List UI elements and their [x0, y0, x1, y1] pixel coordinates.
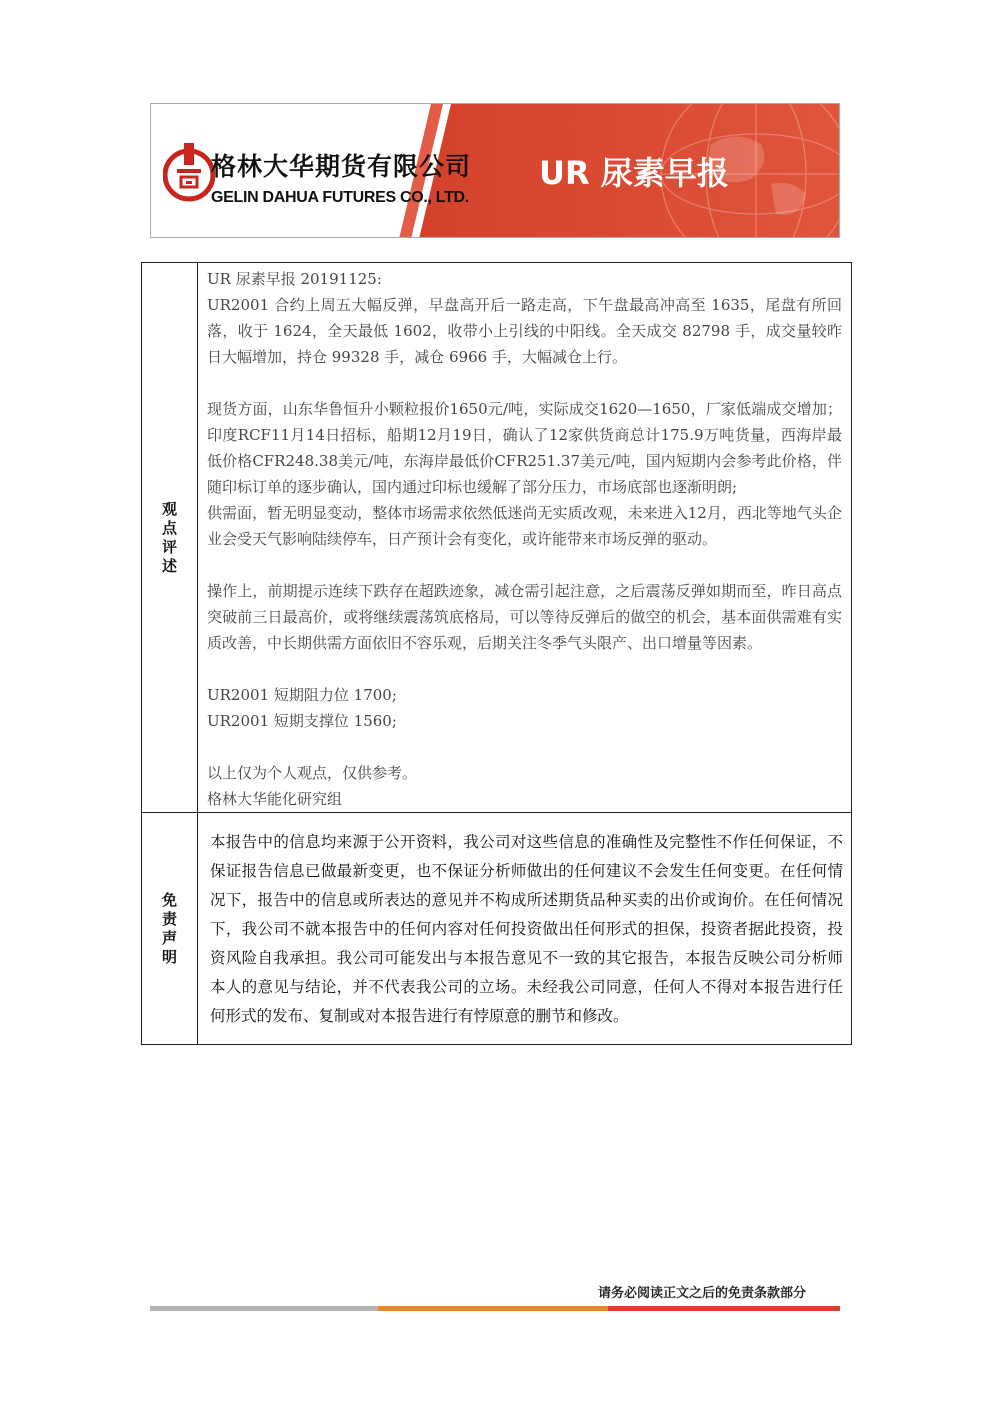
research-group-signature: 格林大华能化研究组	[207, 790, 343, 808]
strategy-paragraph: 操作上，前期提示连续下跌存在超跌迹象，减仓需引起注意，之后震荡反弹如期而至，昨日高点突破前三日最高价，或将继续震荡筑底格局，可以等待反弹后的做空的机会，基本面供需难有实质改善，中长期供需方面依旧不容乐观，后期关注冬季气头限产、出口增量等因素。	[207, 582, 842, 652]
report-table	[141, 262, 852, 1045]
footer-bar-gray	[150, 1306, 378, 1311]
disclaimer-text: 本报告中的信息均来源于公开资料，我公司对这些信息的准确性及完整性不作任何保证，不保证报告信息已做最新变更，也不保证分析师做出的任何建议不会发生任何变更。在任何情况下，报告中的信息或所表达的意见并不构成所述期货品种买卖的出价或询价。在任何情况下，我公司不就本报告中的任何内容对任何投资做出任何形式的担保，投资者据此投资，投资风险自我承担。我公司可能发出与本报告意见不一致的其它报告，本报告反映公司分析师本人的意见与结论，并不代表我公司的立场。未经我公司同意，任何人不得对本报告进行任何形式的发布、复制或对本报告进行有悖原意的删节和修改。	[210, 833, 843, 1025]
disclaimer-row	[142, 813, 852, 1045]
disclaimer-body-cell	[198, 813, 852, 1045]
company-name-cn: 格林大华期货有限公司	[211, 152, 472, 181]
company-name-en: GELIN DAHUA FUTURES CO., LTD.	[211, 189, 469, 206]
footer-bar-red	[608, 1306, 840, 1311]
spot-market-paragraph: 现货方面，山东华鲁恒升小颗粒报价1650元/吨，实际成交1620—1650，厂家低端成交增加；印度RCF11月14日招标，船期12月19日，确认了12家供货商总计175.9万吨货量，西海岸最低价格CFR248.38美元/吨，东海岸最低价CFR251.37美元/吨，国内短期内会参考此价格，伴随印标订单的逐步确认，国内通过印标也缓解了部分压力，市场底部也逐渐明朗;	[207, 400, 842, 496]
company-logo-icon	[163, 141, 215, 205]
futures-summary-paragraph: UR2001 合约上周五大幅反弹，早盘高开后一路走高，下午盘最高冲高至 1635，尾盘有所回落，收于 1624，全天最低 1602，收带小上引线的中阳线。全天成交 82798 手，成交量较昨日大幅增加，持仓 99328 手，减仓 6966 手，大幅减仓上行。	[207, 296, 842, 366]
review-row	[142, 263, 852, 813]
personal-view-note: 以上仅为个人观点，仅供参考。	[207, 764, 418, 782]
review-side-cell	[142, 263, 198, 813]
support-level: UR2001 短期支撑位 1560;	[207, 712, 397, 730]
footer-bar-orange	[378, 1306, 608, 1311]
supply-demand-paragraph: 供需面，暂无明显变动，整体市场需求依然低迷尚无实质改观，未来进入12月，西北等地气头企业会受天气影响陆续停车，日产预计会有变化，或许能带来市场反弹的驱动。	[207, 504, 842, 548]
report-date-line: UR 尿素早报 20191125:	[207, 270, 382, 288]
disclaimer-side-label: 免责声明	[161, 890, 177, 966]
review-side-label: 观点评述	[161, 499, 177, 575]
review-body-cell	[198, 263, 852, 813]
report-header-banner	[150, 103, 840, 238]
report-title: UR 尿素早报	[539, 154, 729, 192]
footer-disclaimer-note: 请务必阅读正文之后的免责条款部分	[598, 1286, 807, 1301]
disclaimer-side-cell	[142, 813, 198, 1045]
resistance-level: UR2001 短期阻力位 1700;	[207, 686, 397, 704]
